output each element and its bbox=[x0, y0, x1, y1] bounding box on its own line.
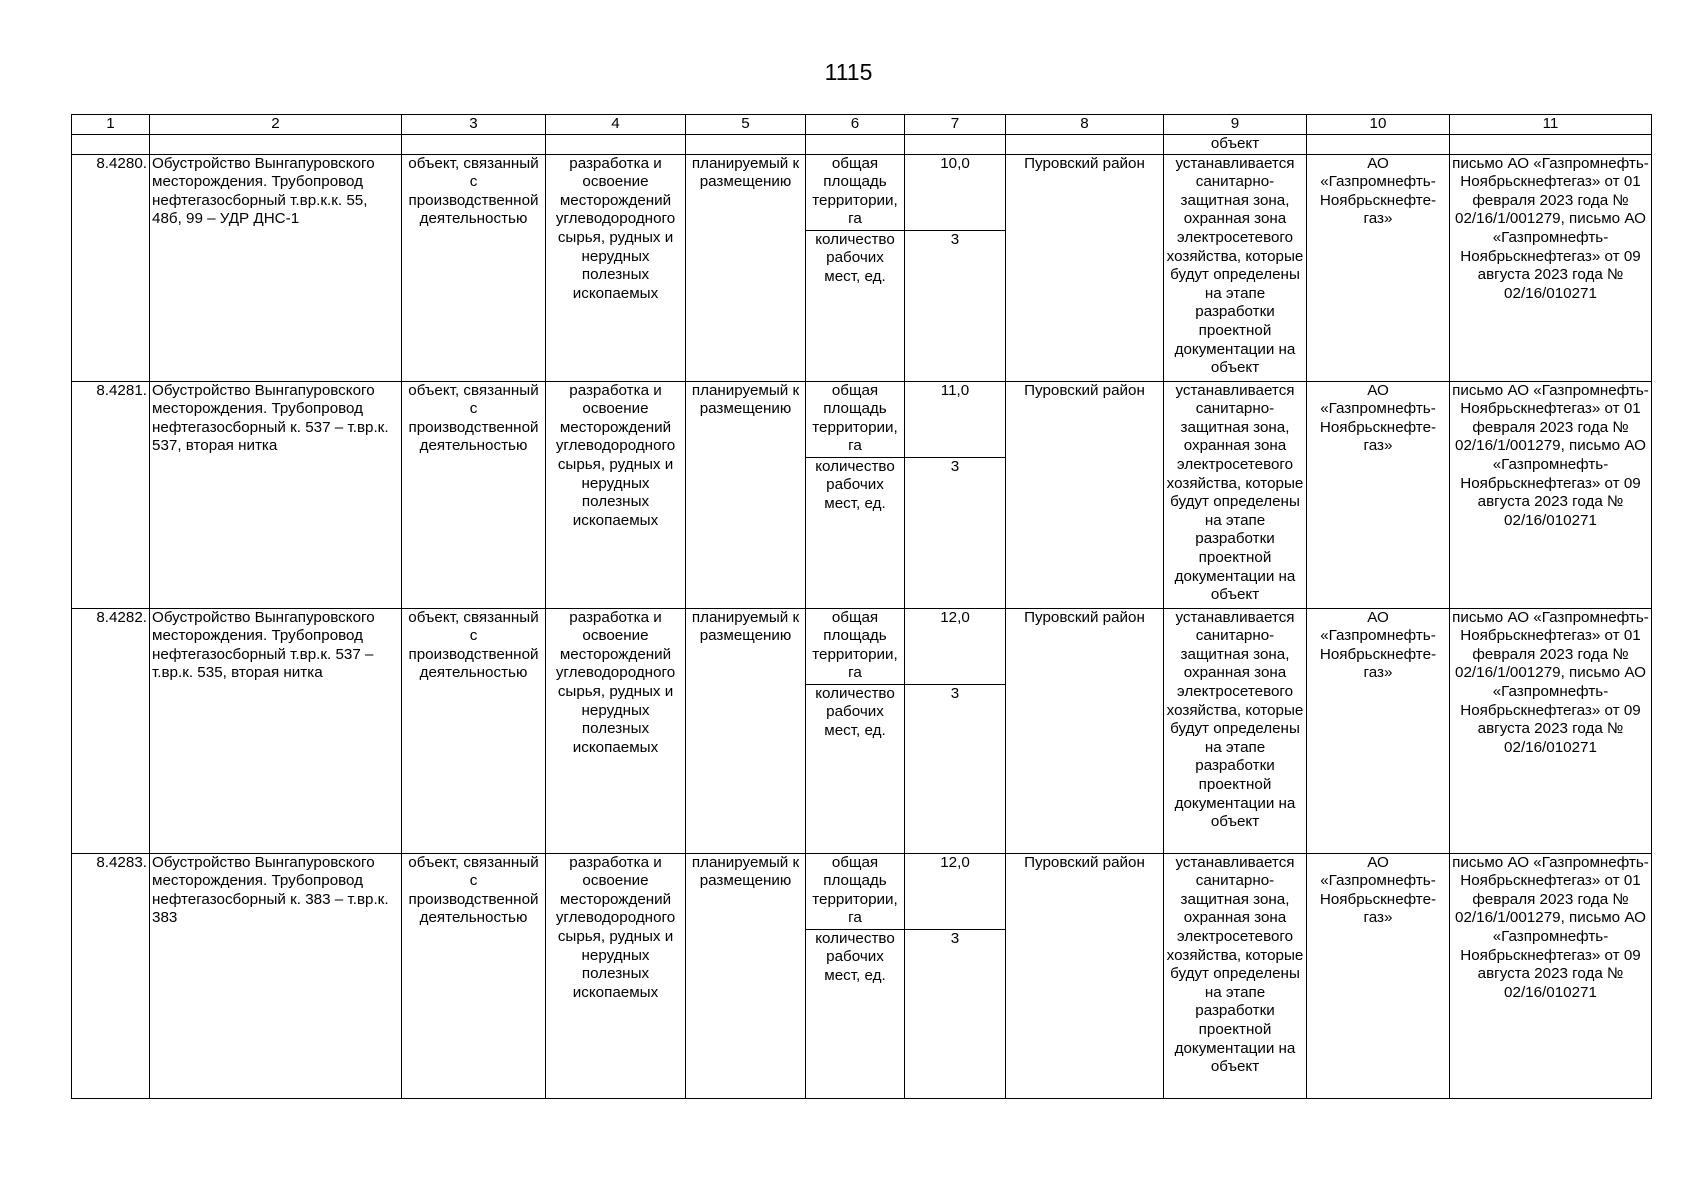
parameter-value: 12,0 bbox=[905, 853, 1006, 929]
object-type: объект, связанный с производственной деятельностью bbox=[402, 381, 546, 608]
zone-description: устанавливается санитарно-защитная зона, охранная зона электросетевого хозяйства, которые будут определены на этапе разработки проектной документации на объект bbox=[1164, 853, 1307, 1098]
location: Пуровский район bbox=[1006, 381, 1164, 608]
activity-type: разработка и освоение месторождений углеводородного сырья, рудных и нерудных полезных ископаемых bbox=[546, 853, 686, 1098]
column-header: 7 bbox=[905, 115, 1006, 135]
parameter-name: общая площадь территории, га bbox=[806, 154, 905, 230]
activity-type: разработка и освоение месторождений углеводородного сырья, рудных и нерудных полезных ископаемых bbox=[546, 381, 686, 608]
zone-description: устанавливается санитарно-защитная зона, охранная зона электросетевого хозяйства, которые будут определены на этапе разработки проектной документации на объект bbox=[1164, 154, 1307, 381]
continuation-text: объект bbox=[1164, 135, 1307, 155]
zone-description: устанавливается санитарно-защитная зона, охранная зона электросетевого хозяйства, которые будут определены на этапе разработки проектной документации на объект bbox=[1164, 608, 1307, 853]
object-name: Обустройство Вынгапуровского месторождения. Трубопровод нефтегазосборный к. 383 – т.вр.к. 383 bbox=[150, 853, 402, 1098]
basis-document: письмо АО «Газпромнефть-Ноябрьскнефтегаз» от 01 февраля 2023 года № 02/16/1/001279, письмо АО «Газпромнефть-Ноябрьскнефтегаз» от 09 августа 2023 года № 02/16/010271 bbox=[1450, 853, 1652, 1098]
registry-table bbox=[71, 114, 1652, 1099]
column-header: 6 bbox=[806, 115, 905, 135]
parameter-value: 3 bbox=[905, 929, 1006, 1098]
object-name: Обустройство Вынгапуровского месторождения. Трубопровод нефтегазосборный к. 537 – т.вр.к. 537, вторая нитка bbox=[150, 381, 402, 608]
parameter-value: 10,0 bbox=[905, 154, 1006, 230]
column-header: 3 bbox=[402, 115, 546, 135]
parameter-name: количество рабочих мест, ед. bbox=[806, 457, 905, 608]
parameter-name: общая площадь территории, га bbox=[806, 853, 905, 929]
table-row bbox=[72, 381, 1652, 457]
table-row bbox=[72, 853, 1652, 929]
organization: АО «Газпромнефть-Ноябрьскнефте-газ» bbox=[1307, 853, 1450, 1098]
parameter-name: количество рабочих мест, ед. bbox=[806, 230, 905, 381]
object-status: планируемый к размещению bbox=[686, 853, 806, 1098]
table-row bbox=[72, 608, 1652, 684]
column-header: 5 bbox=[686, 115, 806, 135]
object-type: объект, связанный с производственной деятельностью bbox=[402, 853, 546, 1098]
parameter-value: 12,0 bbox=[905, 608, 1006, 684]
parameter-name: количество рабочих мест, ед. bbox=[806, 684, 905, 853]
object-name: Обустройство Вынгапуровского месторождения. Трубопровод нефтегазосборный т.вр.к.к. 55, 48б, 99 – УДР ДНС-1 bbox=[150, 154, 402, 381]
location: Пуровский район bbox=[1006, 608, 1164, 853]
object-type: объект, связанный с производственной деятельностью bbox=[402, 154, 546, 381]
location: Пуровский район bbox=[1006, 853, 1164, 1098]
row-number: 8.4280. bbox=[72, 154, 150, 381]
column-header: 11 bbox=[1450, 115, 1652, 135]
parameter-value: 3 bbox=[905, 230, 1006, 381]
column-header: 4 bbox=[546, 115, 686, 135]
basis-document: письмо АО «Газпромнефть-Ноябрьскнефтегаз» от 01 февраля 2023 года № 02/16/1/001279, письмо АО «Газпромнефть-Ноябрьскнефтегаз» от 09 августа 2023 года № 02/16/010271 bbox=[1450, 154, 1652, 381]
parameter-value: 3 bbox=[905, 684, 1006, 853]
row-number: 8.4282. bbox=[72, 608, 150, 853]
continuation-row bbox=[72, 135, 1652, 155]
parameter-name: общая площадь территории, га bbox=[806, 608, 905, 684]
organization: АО «Газпромнефть-Ноябрьскнефте-газ» bbox=[1307, 608, 1450, 853]
page-number: 1115 bbox=[824, 59, 873, 85]
activity-type: разработка и освоение месторождений углеводородного сырья, рудных и нерудных полезных ископаемых bbox=[546, 154, 686, 381]
basis-document: письмо АО «Газпромнефть-Ноябрьскнефтегаз» от 01 февраля 2023 года № 02/16/1/001279, письмо АО «Газпромнефть-Ноябрьскнефтегаз» от 09 августа 2023 года № 02/16/010271 bbox=[1450, 381, 1652, 608]
parameter-name: общая площадь территории, га bbox=[806, 381, 905, 457]
row-number: 8.4283. bbox=[72, 853, 150, 1098]
object-status: планируемый к размещению bbox=[686, 608, 806, 853]
parameter-value: 3 bbox=[905, 457, 1006, 608]
activity-type: разработка и освоение месторождений углеводородного сырья, рудных и нерудных полезных ископаемых bbox=[546, 608, 686, 853]
basis-document: письмо АО «Газпромнефть-Ноябрьскнефтегаз» от 01 февраля 2023 года № 02/16/1/001279, письмо АО «Газпромнефть-Ноябрьскнефтегаз» от 09 августа 2023 года № 02/16/010271 bbox=[1450, 608, 1652, 853]
parameter-value: 11,0 bbox=[905, 381, 1006, 457]
column-header: 10 bbox=[1307, 115, 1450, 135]
organization: АО «Газпромнефть-Ноябрьскнефте-газ» bbox=[1307, 154, 1450, 381]
column-header: 8 bbox=[1006, 115, 1164, 135]
object-status: планируемый к размещению bbox=[686, 381, 806, 608]
object-status: планируемый к размещению bbox=[686, 154, 806, 381]
column-header: 1 bbox=[72, 115, 150, 135]
location: Пуровский район bbox=[1006, 154, 1164, 381]
parameter-name: количество рабочих мест, ед. bbox=[806, 929, 905, 1098]
zone-description: устанавливается санитарно-защитная зона, охранная зона электросетевого хозяйства, которые будут определены на этапе разработки проектной документации на объект bbox=[1164, 381, 1307, 608]
organization: АО «Газпромнефть-Ноябрьскнефте-газ» bbox=[1307, 381, 1450, 608]
column-header: 2 bbox=[150, 115, 402, 135]
column-header: 9 bbox=[1164, 115, 1307, 135]
header-row bbox=[72, 115, 1652, 135]
row-number: 8.4281. bbox=[72, 381, 150, 608]
table-row bbox=[72, 154, 1652, 230]
object-type: объект, связанный с производственной деятельностью bbox=[402, 608, 546, 853]
object-name: Обустройство Вынгапуровского месторождения. Трубопровод нефтегазосборный т.вр.к. 537 – т.вр.к. 535, вторая нитка bbox=[150, 608, 402, 853]
